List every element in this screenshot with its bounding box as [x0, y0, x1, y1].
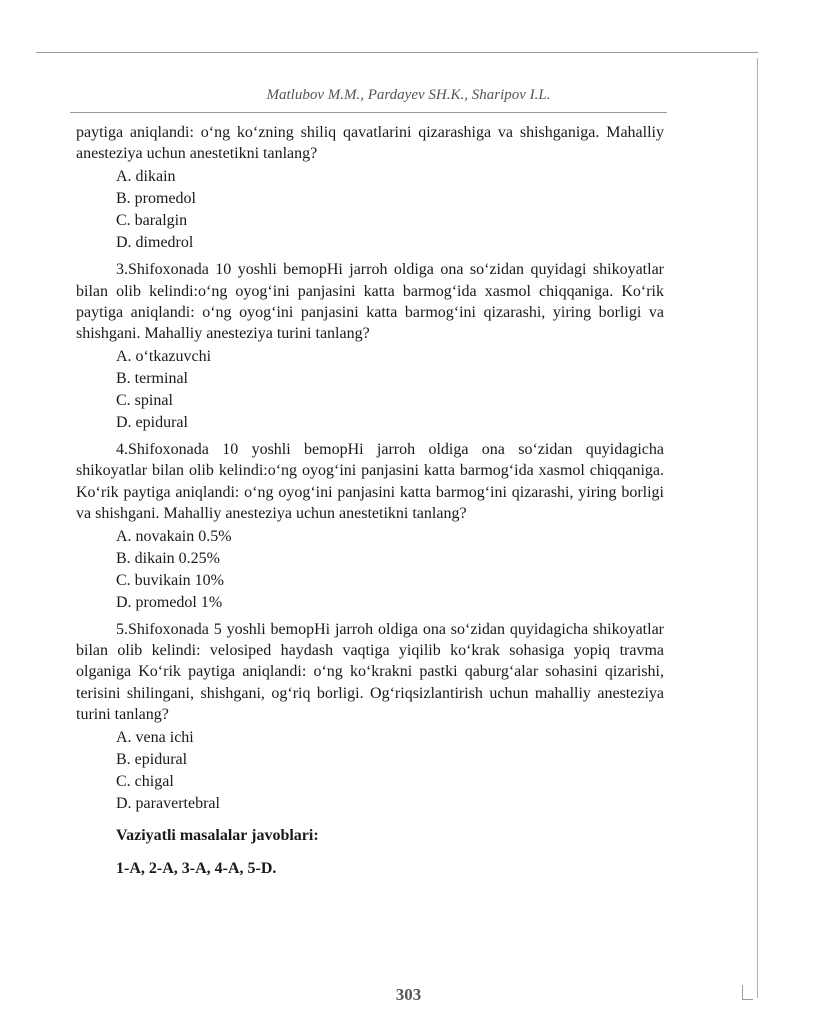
- option-c: C. chigal: [116, 773, 174, 791]
- option-c: C. spinal: [116, 392, 173, 410]
- question-5-options: [76, 727, 664, 815]
- scan-edge-right: [757, 58, 758, 998]
- option-d: D. dimedrol: [116, 234, 194, 252]
- option-a: A. o‘tkazuvchi: [116, 348, 212, 366]
- option-b: B. epidural: [116, 751, 188, 769]
- option-c: C. buvikain 10%: [116, 572, 224, 590]
- question-4-options: [76, 526, 664, 614]
- question-3-options: [76, 346, 664, 434]
- page-number: 303: [395, 985, 422, 1004]
- running-head: Matlubov M.M., Pardayev SH.K., Sharipov I.L.: [266, 87, 551, 103]
- question-3-text: 3.Shifoxonada 10 yoshli bemopHi jarroh oldiga ona so‘zidan quyidagi shikoyatlar bilan olib kelindi:o‘ng oyog‘ini panjasini katta barmog‘ida xasmol chiqqaniga. Ko‘rik paytiga aniqlandi: o‘ng oyog‘ini panjasini katta barmog‘ini qizarashi, yiring borligi va shishgani. Mahalliy anesteziya turini tanlang?: [76, 261, 664, 343]
- question-2-continuation: paytiga aniqlandi: o‘ng ko‘zning shiliq qavatlarini qizarashiga va shishganiga. Mahalliy anesteziya uchun anestetikni tanlang?: [76, 124, 664, 163]
- answers-key: 1-A, 2-A, 3-A, 4-A, 5-D.: [116, 860, 277, 878]
- option-b: B. terminal: [116, 370, 188, 388]
- question-4-text: 4.Shifoxonada 10 yoshli bemopHi jarroh oldiga ona so‘zidan quyidagicha shikoyatlar bilan olib kelindi:o‘ng oyog‘ini panjasini katta barmog‘ida xasmol chiqqaniga. Ko‘rik paytiga aniqlandi: o‘ng oyog‘ini panjasini katta barmog‘ini qizarashi, yiring borligi va shishgani. Mahalliy anesteziya uchun anestetikni tanlang?: [76, 441, 664, 522]
- answers-heading: Vaziyatli masalalar javoblari:: [116, 827, 319, 845]
- page-content: [76, 122, 664, 879]
- question-2-options: [76, 166, 664, 254]
- option-c: C. baralgin: [116, 212, 188, 230]
- header-rule: [70, 112, 667, 113]
- option-a: A. dikain: [116, 168, 176, 186]
- question-5-text: 5.Shifoxonada 5 yoshli bemopHi jarroh oldiga ona so‘zidan quyidagicha shikoyatlar bilan olib kelindi: velosiped haydash vaqtiga yiqilib ko‘krak sohasiga yopiq travma olganiga Ko‘rik paytiga aniqlandi: o‘ng ko‘krakni pastki qaburg‘alar sohasini qizarishi, terisini shilingani, shishgani, og‘riq borligi. Og‘riqsizlantirish uchun mahalliy anesteziya turini tanlang?: [76, 621, 664, 723]
- option-b: B. dikain 0.25%: [116, 550, 220, 568]
- option-d: D. promedol 1%: [116, 594, 223, 612]
- option-a: A. novakain 0.5%: [116, 528, 232, 546]
- option-d: D. epidural: [116, 414, 188, 432]
- option-b: B. promedol: [116, 190, 196, 208]
- option-d: D. paravertebral: [116, 795, 220, 813]
- option-a: A. vena ichi: [116, 729, 194, 747]
- scan-edge-top: [36, 52, 758, 53]
